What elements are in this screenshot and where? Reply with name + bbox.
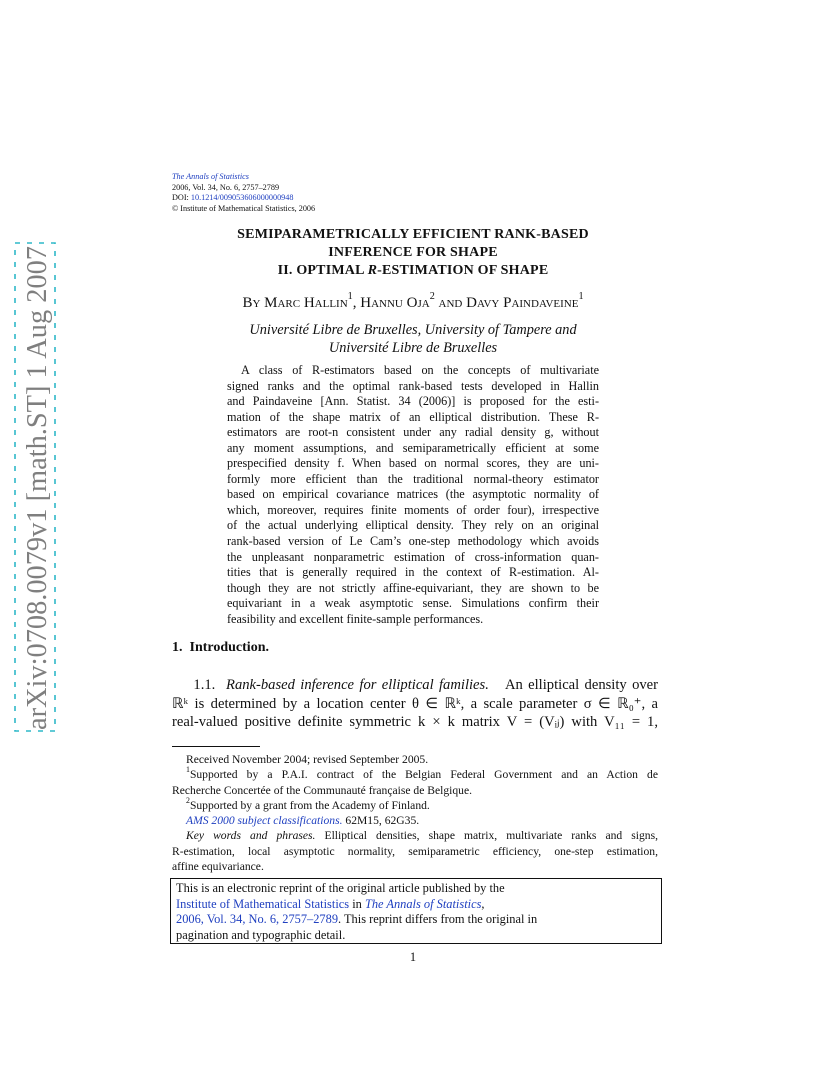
abstract-line: feasibility and excellent finite-sample performances.: [227, 611, 484, 626]
reprint-line-3-rest: . This reprint differs from the original in: [338, 912, 538, 926]
title-line-3: [172, 262, 654, 280]
author-3: and Davy Paindaveine: [434, 295, 579, 311]
abstract: [227, 363, 599, 627]
volume-line: 2006, Vol. 34, No. 6, 2757–2789: [172, 182, 280, 192]
reprint-line-2-end: ,: [481, 896, 485, 911]
keywords-label: Key words and phrases.: [186, 829, 316, 843]
abstract-line: estimators are root-n consistent under any radial density g, without: [227, 425, 599, 440]
section-heading: [172, 640, 269, 656]
abstract-line: mation of the shape matrix of an elliptical distribution. These R-: [227, 409, 599, 424]
title-line-3-prefix: II. OPTIMAL: [277, 263, 368, 278]
abstract-line: equivariant in a weak asymptotic sense. Simulations confirm their: [227, 596, 599, 611]
reprint-notice: [170, 878, 662, 944]
ams-link[interactable]: AMS 2000 subject classifications.: [186, 814, 343, 828]
abstract-line: and Paindaveine [Ann. Statist. 34 (2006)] is proposed for the esti-: [227, 394, 599, 409]
affiliation-line-2: Université Libre de Bruxelles: [328, 340, 498, 356]
reprint-line-1: This is an electronic reprint of the original article published by the: [176, 881, 505, 895]
journal-link[interactable]: The Annals of Statistics: [172, 172, 249, 181]
intro-line-3: real-valued positive definite symmetric k × k matrix V = (Vᵢⱼ) with V₁₁ = 1,: [172, 714, 658, 731]
author-3-mark: 1: [578, 291, 584, 303]
author-1-mark: 1: [347, 291, 353, 303]
ams-codes: 62M15, 62G35.: [342, 814, 420, 828]
abstract-line: tities that is generally required in the context of R-estimation. Al-: [227, 565, 599, 580]
abstract-line: formly more efficient than the traditional normal-theory estimator: [227, 471, 599, 486]
keywords-line-1: Elliptical densities, shape matrix, multivariate ranks and signs,: [315, 829, 658, 843]
arxiv-identifier: arXiv:0708.0079v1 [math.ST] 1 Aug 2007: [22, 243, 53, 730]
doi-link[interactable]: 10.1214/009053606000000948: [190, 193, 294, 203]
footnote-rule: [172, 746, 260, 747]
annals-link[interactable]: The Annals of Statistics: [364, 896, 482, 911]
section-title: Introduction.: [189, 640, 269, 655]
footnote-1-line-2: Recherche Concertée of the Communauté française de Belgique.: [172, 783, 473, 797]
paper-title: [172, 226, 654, 280]
title-line-2: INFERENCE FOR SHAPE: [328, 245, 498, 260]
volume-link[interactable]: 2006, Vol. 34, No. 6, 2757–2789: [176, 912, 339, 926]
keywords-line-2: R-estimation, local asymptotic normality, semiparametric efficiency, one-step estimation,: [172, 844, 658, 858]
reprint-line-2-mid: in: [349, 896, 365, 911]
title-line-3-suffix: -ESTIMATION OF SHAPE: [377, 263, 549, 278]
abstract-line: prespecified density f. When based on normal scores, they are uni-: [227, 456, 599, 471]
received-note: Received November 2004; revised September 2005.: [186, 753, 429, 766]
abstract-line: which, moreover, requires finite moments of order four), irrespective: [227, 502, 599, 517]
author-2: , Hannu Oja: [352, 295, 430, 311]
abstract-line: of the actual underlying elliptical density. They rely on an original: [227, 518, 599, 533]
title-line-3-r: R: [367, 263, 378, 278]
author-1: By Marc Hallin: [242, 295, 348, 311]
section-number: 1.: [172, 640, 183, 655]
footnote-2-line-1: Supported by a grant from the Academy of Finland.: [189, 798, 430, 812]
arxiv-stamp: [12, 240, 58, 734]
author-list: [172, 291, 654, 312]
subsection-number: 1.1.: [193, 677, 216, 693]
footnote-1: [172, 767, 658, 782]
ims-link[interactable]: Institute of Mathematical Statistics: [176, 896, 350, 911]
footnote-2-mark: 2: [186, 795, 190, 805]
author-2-mark: 2: [429, 291, 435, 303]
abstract-line: A class of R-estimators based on the concepts of multivariate: [241, 363, 599, 377]
doi-label: DOI:: [172, 193, 191, 203]
footnote-1-line-1: Supported by a P.A.I. contract of the Belgian Federal Government and an Action de: [189, 768, 658, 782]
abstract-line: rank-based version of Le Cam’s one-step methodology which avoids: [227, 534, 599, 549]
abstract-line: any moment assumptions, and semiparametrically efficient at some: [227, 440, 599, 455]
subsection-title: Rank-based inference for elliptical families.: [226, 677, 489, 693]
footnotes: [172, 752, 658, 874]
intro-line-1-text: An elliptical density over: [504, 677, 658, 693]
intro-paragraph: [172, 676, 658, 732]
footnote-1-mark: 1: [186, 765, 190, 775]
doi-line: [172, 193, 315, 204]
affiliation-line-1: Université Libre de Bruxelles, University of Tampere and: [249, 322, 577, 338]
arxiv-stamp-graphic: [12, 240, 58, 734]
intro-line-2: ℝᵏ is determined by a location center θ ∈ ℝᵏ, a scale parameter σ ∈ ℝ₀⁺, a: [172, 695, 658, 712]
abstract-line: the unpleasant nonparametric estimation of cross-information quan-: [227, 549, 599, 564]
reprint-line-2: [176, 897, 656, 913]
abstract-line: though they are not strictly affine-equivariant, they are shown to be: [227, 580, 599, 595]
copyright-line: © Institute of Mathematical Statistics, 2006: [172, 203, 316, 213]
abstract-line: based on empirical covariance matrices (the asymptotic normality of: [227, 487, 599, 502]
keywords-line-3: affine equivariance.: [172, 860, 264, 874]
reprint-line-4: pagination and typographic detail.: [176, 927, 346, 942]
intro-line-1: [172, 676, 658, 695]
page-number: 1: [409, 950, 417, 964]
abstract-line: signed ranks and the optimal rank-based tests developed in Hallin: [227, 378, 599, 393]
keywords: [172, 828, 658, 843]
reprint-line-3: [176, 912, 656, 928]
ams-classification: [172, 813, 658, 828]
affiliations: [218, 321, 608, 357]
title-line-1: SEMIPARAMETRICALLY EFFICIENT RANK-BASED: [237, 227, 589, 242]
footnote-2: [172, 795, 658, 813]
journal-header: [172, 172, 315, 214]
